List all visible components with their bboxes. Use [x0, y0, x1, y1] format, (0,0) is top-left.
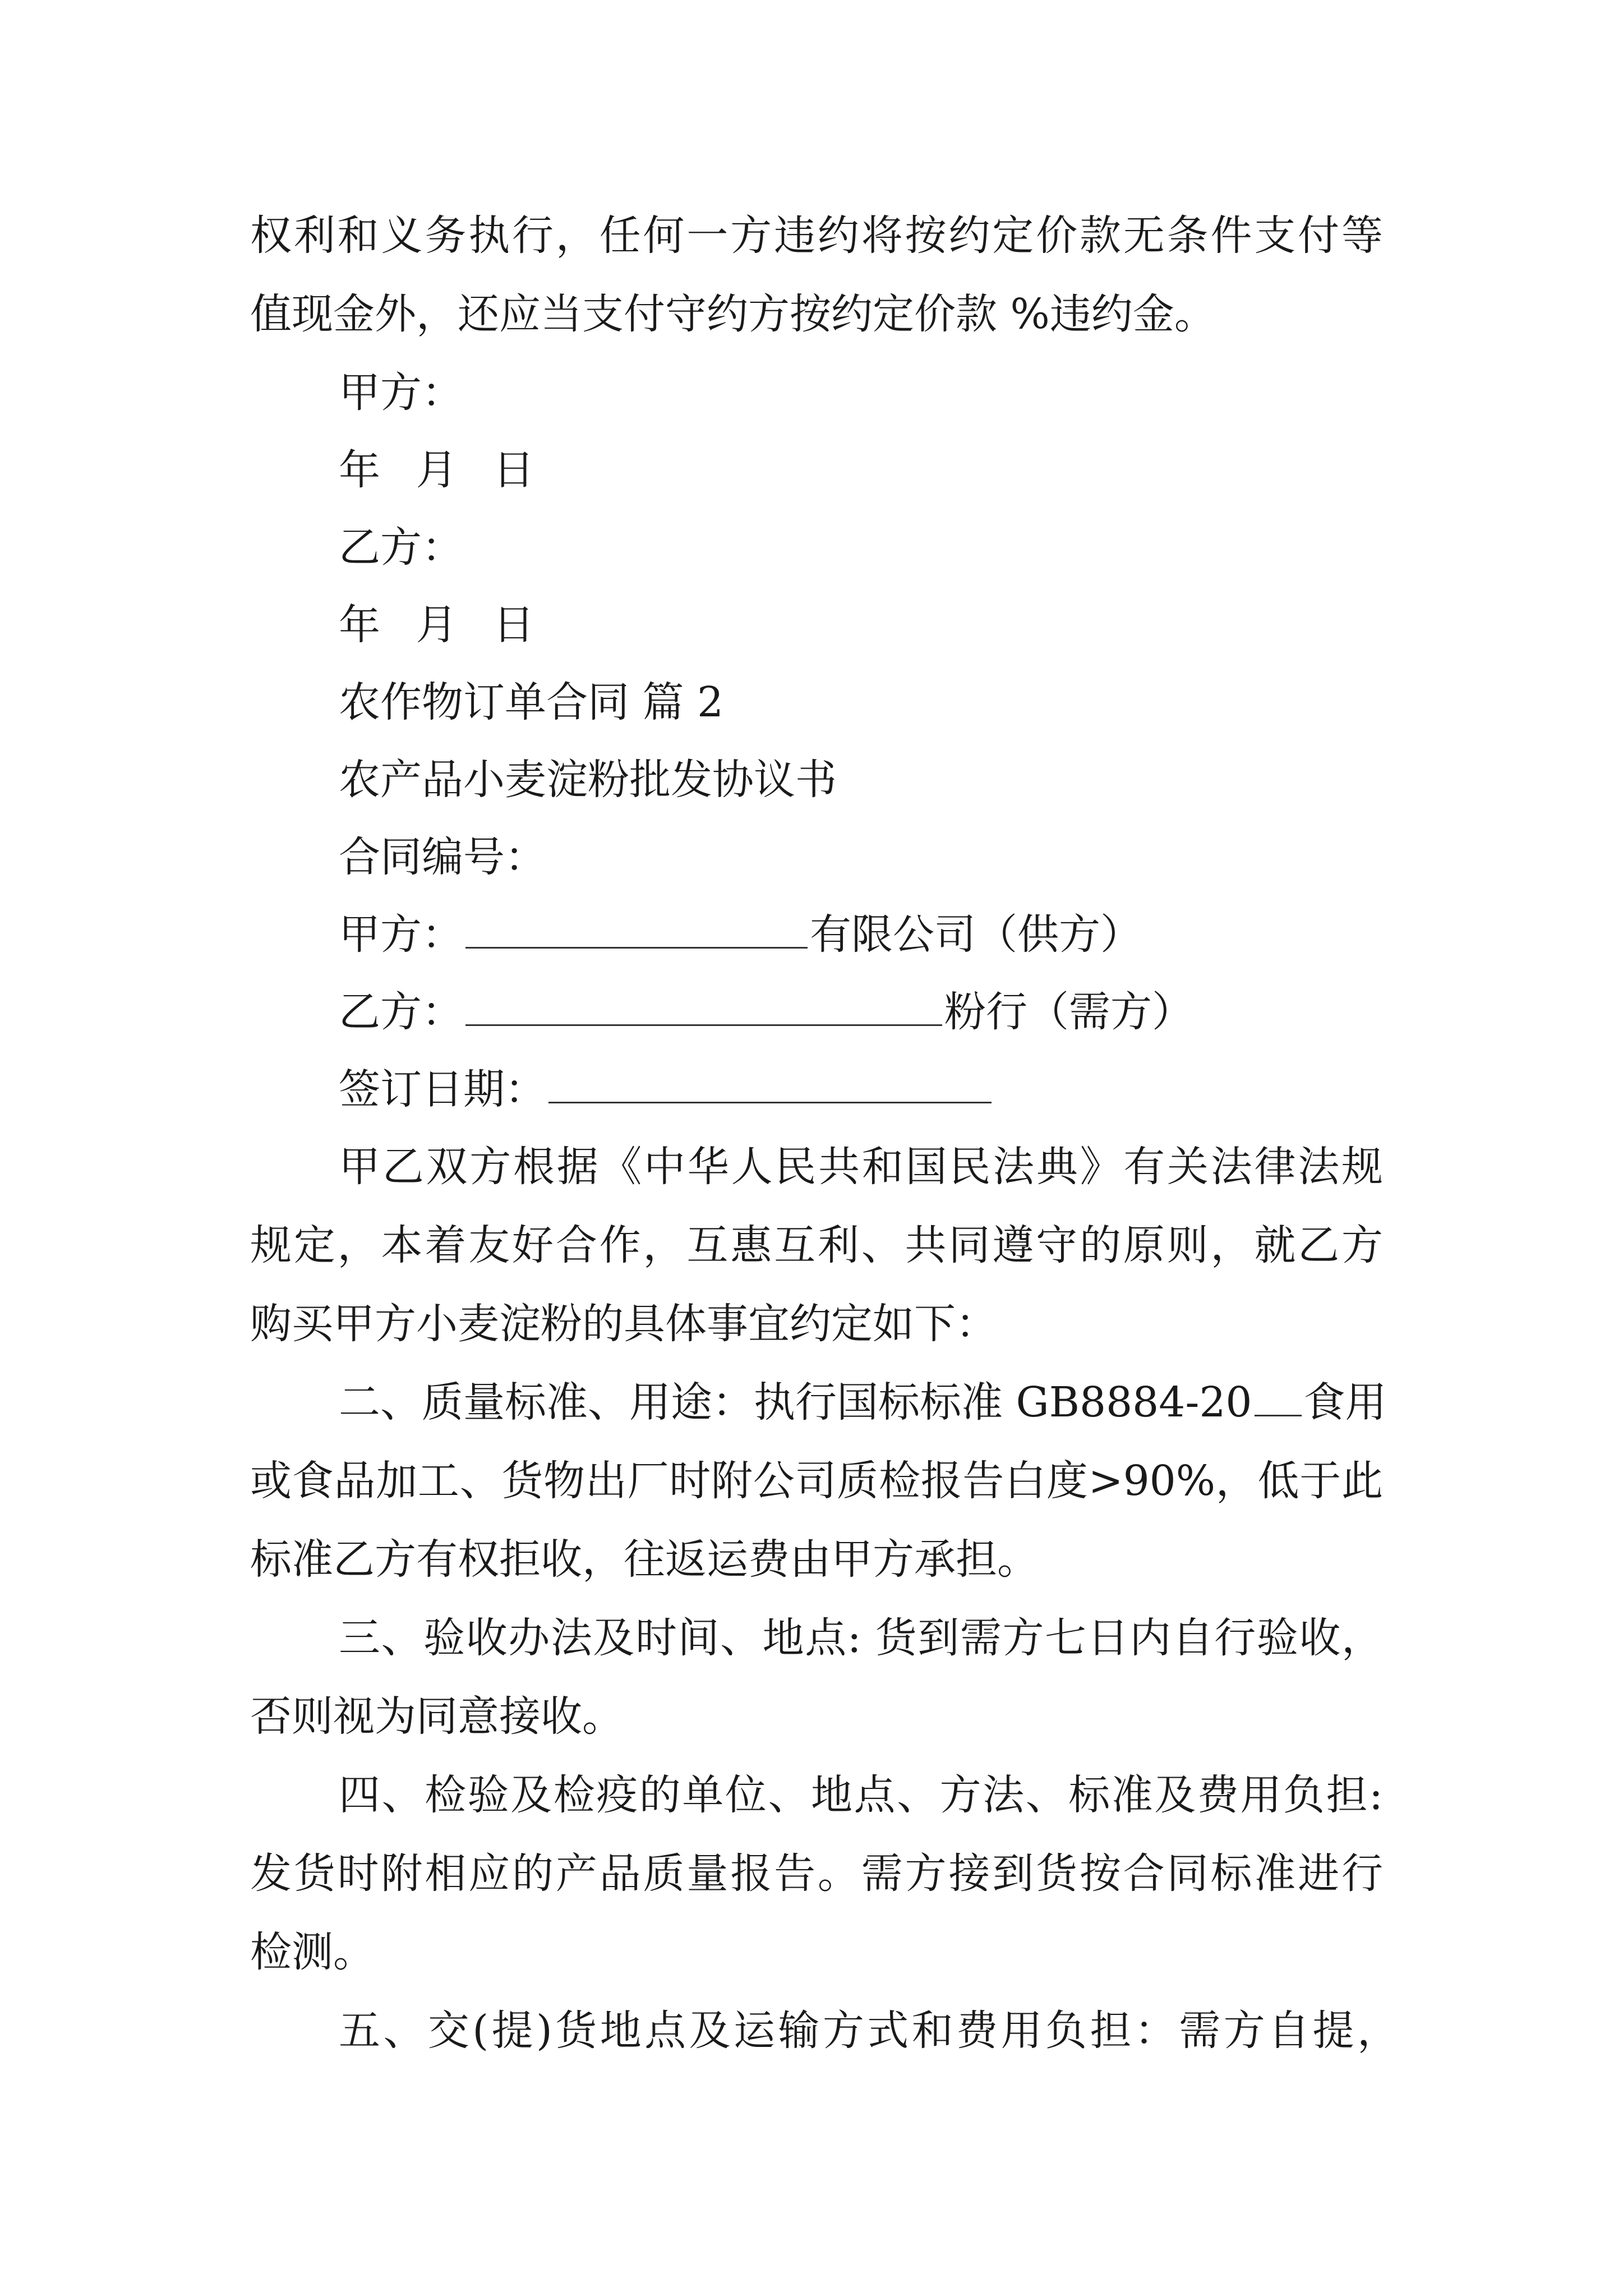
- party-a-suffix: 有限公司（供方）: [810, 910, 1142, 959]
- date-line: 年 月 日: [339, 446, 535, 494]
- paragraph-line: 发货时附相应的产品质量报告。需方接到货按合同标准进行: [250, 1849, 1383, 1898]
- party-a-label: 甲方：: [339, 910, 463, 959]
- agreement-title: 农产品小麦淀粉批发协议书: [339, 756, 837, 804]
- party-b-line: [339, 984, 1193, 1040]
- clause-5-line: 五、交(提)货地点及运输方式和费用负担：需方自提，: [339, 2007, 1399, 2055]
- signing-date-blank: [548, 1070, 992, 1103]
- date-line: 年 月 日: [339, 601, 535, 649]
- paragraph-line: 权利和义务执行，任何一方违约将按约定价款无条件支付等: [250, 211, 1383, 260]
- clause-4-line: 四、检验及检疫的单位、地点、方法、标准及费用负担:: [339, 1771, 1383, 1819]
- party-a-line: [339, 907, 1142, 963]
- contract-number-label: 合同编号：: [339, 833, 546, 881]
- paragraph-line: 或食品加工、货物出厂时附公司质检报告白度>90%，低于此: [250, 1457, 1383, 1505]
- signing-date-label: 签订日期：: [339, 1065, 546, 1114]
- paragraph-line: 购买甲方小麦淀粉的具体事宜约定如下：: [250, 1300, 997, 1348]
- paragraph-line: 否则视为同意接收。: [250, 1692, 624, 1741]
- party-b-label: 乙方：: [339, 523, 463, 572]
- party-b-blank: [465, 993, 942, 1026]
- party-a-blank: [465, 915, 808, 949]
- paragraph-line: 规定，本着友好合作，互惠互利、共同遵守的原则，就乙方: [250, 1221, 1383, 1269]
- paragraph-line: 甲乙双方根据《中华人民共和国民法典》有关法律法规: [339, 1143, 1383, 1191]
- clause-2-line: [339, 1374, 1387, 1430]
- section-title: 农作物订单合同 篇 2: [339, 678, 724, 726]
- party-b-label: 乙方：: [339, 988, 463, 1036]
- clause-2-text: 二、质量标准、用途：执行国标标准 GB8884-20: [339, 1378, 1252, 1427]
- clause-2-suffix: 食用: [1303, 1378, 1387, 1427]
- signing-date-line: [339, 1061, 994, 1117]
- party-b-suffix: 粉行（需方）: [944, 988, 1193, 1036]
- clause-3-line: 三、验收办法及时间、地点: 货到需方七日内自行验收，: [339, 1614, 1383, 1662]
- party-a-label: 甲方：: [339, 369, 463, 417]
- paragraph-line: 检测。: [250, 1928, 375, 1976]
- paragraph-line: 值现金外，还应当支付守约方按约定价款 %违约金。: [250, 290, 1216, 338]
- clause-2-blank: [1255, 1383, 1302, 1416]
- paragraph-line: 标准乙方有权拒收，往返运费由甲方承担。: [250, 1535, 1039, 1584]
